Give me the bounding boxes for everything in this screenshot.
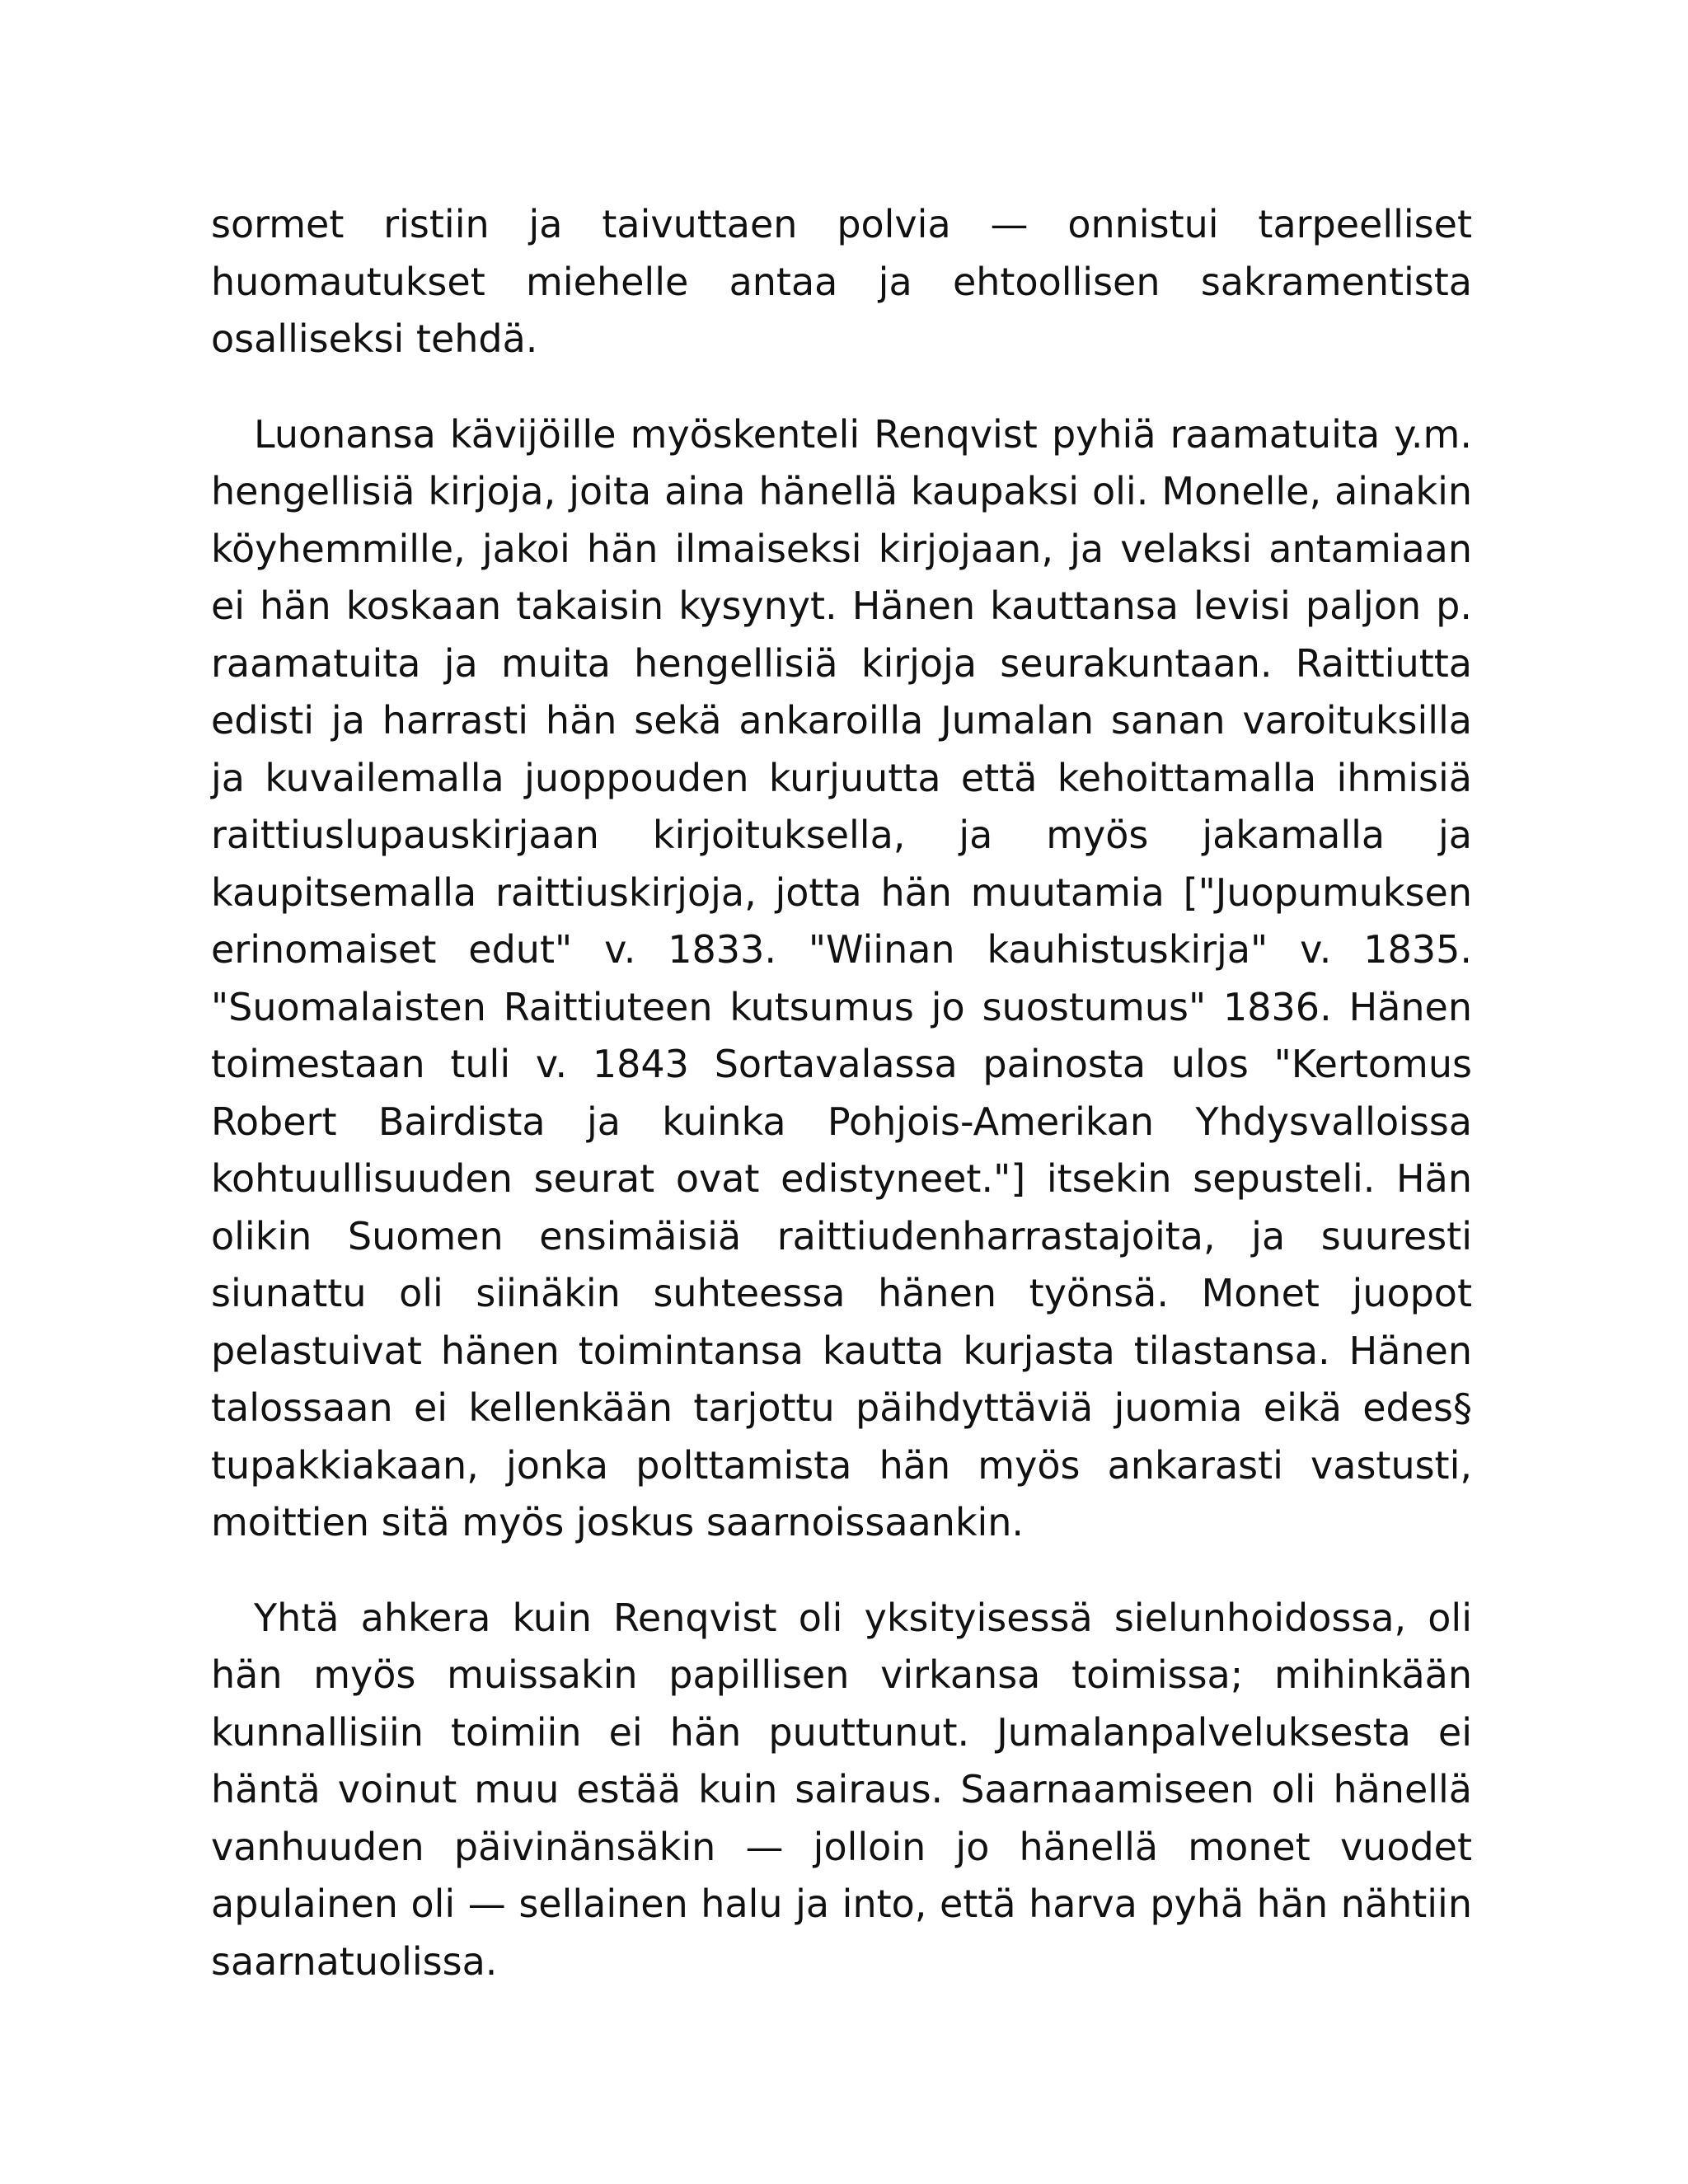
- paragraph-bible-distribution: Luonansa kävijöille myöskenteli Renqvist pyhiä raamatuita y.m. hengellisiä kirjoja, joita aina hänellä kaupaksi oli. Monelle, ainakin köyhemmille, jakoi hän ilmaiseksi kirjojaan, ja velaksi antamiaan ei hän koskaan takaisin kysynyt. Hänen kauttansa levisi paljon p. raamatuita ja muita hengellisiä kirjoja seurakuntaan. Raittiutta edisti ja harrasti hän sekä ankaroilla Jumalan sanan varoituksilla ja kuvailemalla juoppouden kurjuutta että kehoittamalla ihmisiä raittiuslupauskirjaan kirjoituksella, ja myös jakamalla ja kaupitsemalla raittiuskirjoja, jotta hän muutamia ["Juopumuksen erinomaiset edut" v. 1833. "Wiinan kauhistuskirja" v. 1835. "Suomalaisten Raittiuteen kutsumus jo suostumus" 1836. Hänen toimestaan tuli v. 1843 Sortavalassa painosta ulos "Kertomus Robert Bairdista ja kuinka Pohjois-Amerikan Yhdysvalloissa kohtuullisuuden seurat ovat edistyneet."] itsekin sepusteli. Hän olikin Suomen ensimäisiä raittiudenharrastajoita, ja suuresti siunattu oli siinäkin suhteessa hänen työnsä. Monet juopot pelastuivat hänen toimintansa kautta kurjasta tilastansa. Hänen talossaan ei kellenkään tarjottu päihdyttäviä juomia eikä edes§ tupakkiakaan, jonka polttamista hän myös ankarasti vastusti, moittien sitä myös joskus saarnoissaankin.: [211, 411, 1472, 1544]
- paragraph-pastoral-duties: Yhtä ahkera kuin Renqvist oli yksityisessä sielunhoidossa, oli hän myös muissakin papillisen virkansa toimissa; mihinkään kunnallisiin toimiin ei hän puuttunut. Jumalanpalveluksesta ei häntä voinut muu estää kuin sairaus. Saarnaamiseen oli hänellä vanhuuden päivinänsäkin — jolloin jo hänellä monet vuodet apulainen oli — sellainen halu ja into, että harva pyhä hän nähtiin saarnatuolissa.: [211, 1595, 1472, 1984]
- body-text: [211, 196, 1472, 1990]
- paragraph-continuation: sormet ristiin ja taivuttaen polvia — onnistui tarpeelliset huomautukset miehelle antaa ja ehtoollisen sakramentista osalliseksi tehdä.: [211, 202, 1472, 361]
